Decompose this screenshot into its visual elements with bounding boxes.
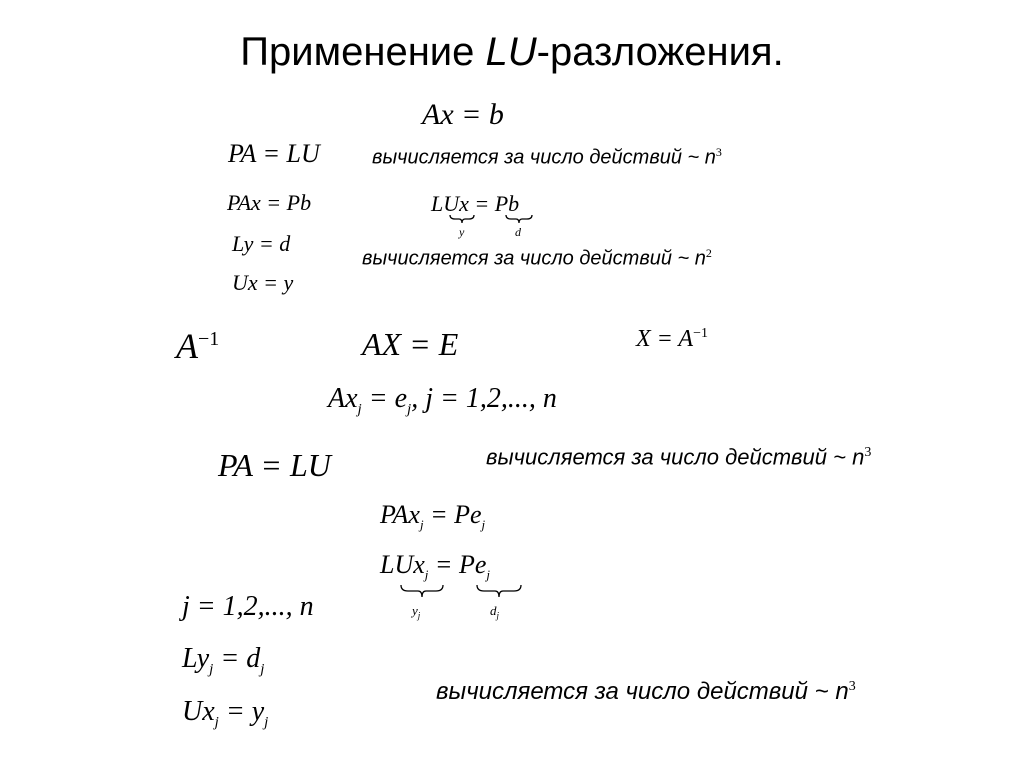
lyj-sub2: j [260,661,265,678]
uxj-sub: j [214,714,219,731]
eq-ly-equals-d: Ly = d [232,231,291,256]
brace-label-dj [490,604,499,621]
cost-n2-text: вычисляется за число действий ~ n [362,247,706,270]
paxj-left: PAx [380,500,420,529]
eq-ux-equals-y: Ux = y [232,270,294,295]
eq-x-equals-a-inverse [636,327,708,351]
lyj-left: Ly [182,643,210,674]
eq-uxj-equals-yj [182,698,268,731]
cost-n3-exp-3: 3 [848,679,856,694]
cost-n3-exp-2: 3 [864,445,872,460]
axj-sub2: j [407,401,412,418]
brace-under-pb [505,214,533,224]
brace-label-yj-y: y [412,603,418,618]
brace-under-ux [449,214,475,224]
lyj-right: = d [213,643,261,674]
uxj-sub2: j [264,714,269,731]
eq-ax-equals-b: Ax = b [422,98,504,131]
title-suffix: -разложения. [536,30,784,74]
brace-label-y: y [459,225,465,239]
eq-pa-equals-lu: PA = LU [228,139,320,168]
cost-n3-exp: 3 [715,145,722,159]
cost-n3-line-2 [486,446,871,468]
brace-label-dj-sub: j [496,610,500,621]
cost-n3-text-3: вычисляется за число действий ~ n [436,678,849,705]
luxj-sub: j [424,567,429,583]
cost-n3-text: вычисляется за число действий ~ n [372,146,716,169]
cost-n3-line-3 [436,680,856,704]
eq-pax-equals-pb: PAx = Pb [227,190,312,215]
title-lu: LU [485,30,537,74]
brace-under-pej [476,584,522,598]
axj-left: Ax [328,383,358,414]
cost-n3-text-2: вычисляется за число действий ~ n [486,444,865,470]
eq-luxj-equals-pej [380,552,490,581]
cost-n2-exp: 2 [705,246,712,260]
title-prefix: Применение [240,30,486,74]
eq-lyj-equals-dj [182,645,264,678]
eq-x-equals-a-exp: −1 [693,326,708,341]
eq-paxj-equals-pej [380,502,485,531]
a-inverse-exp: −1 [198,328,220,350]
luxj-right: = Pe [428,550,487,579]
cost-n2-line [362,247,712,269]
axj-mid: = e [361,383,408,414]
paxj-right: = Pe [423,500,482,529]
lyj-sub: j [209,661,214,678]
eq-pa-equals-lu-2: PA = LU [218,447,331,483]
axj-range: , j = 1,2,..., n [411,383,557,414]
luxj-sub2: j [486,567,490,583]
uxj-right: = y [218,696,265,727]
brace-label-d: d [515,225,521,239]
j-range: j = 1,2,..., n [182,591,314,622]
brace-under-uxj [400,584,444,598]
brace-label-yj [412,604,420,621]
luxj-left: LUx [380,550,425,579]
brace-label-dj-d: d [490,603,497,618]
axj-sub: j [357,401,362,418]
slide-title [0,30,1024,75]
brace-label-yj-sub: j [417,610,421,621]
uxj-left: Ux [182,696,215,727]
cost-n3-line [372,146,722,168]
eq-ax-equals-e: AX = E [362,326,459,362]
eq-x-equals-a-base: X = A [636,326,694,352]
paxj-sub: j [419,517,424,533]
eq-lux-equals-pb: LUx = Pb [431,191,520,216]
paxj-sub2: j [481,517,486,533]
eq-axj-equals-ej [328,385,557,418]
a-inverse-base: A [176,326,198,366]
a-inverse [176,328,219,364]
